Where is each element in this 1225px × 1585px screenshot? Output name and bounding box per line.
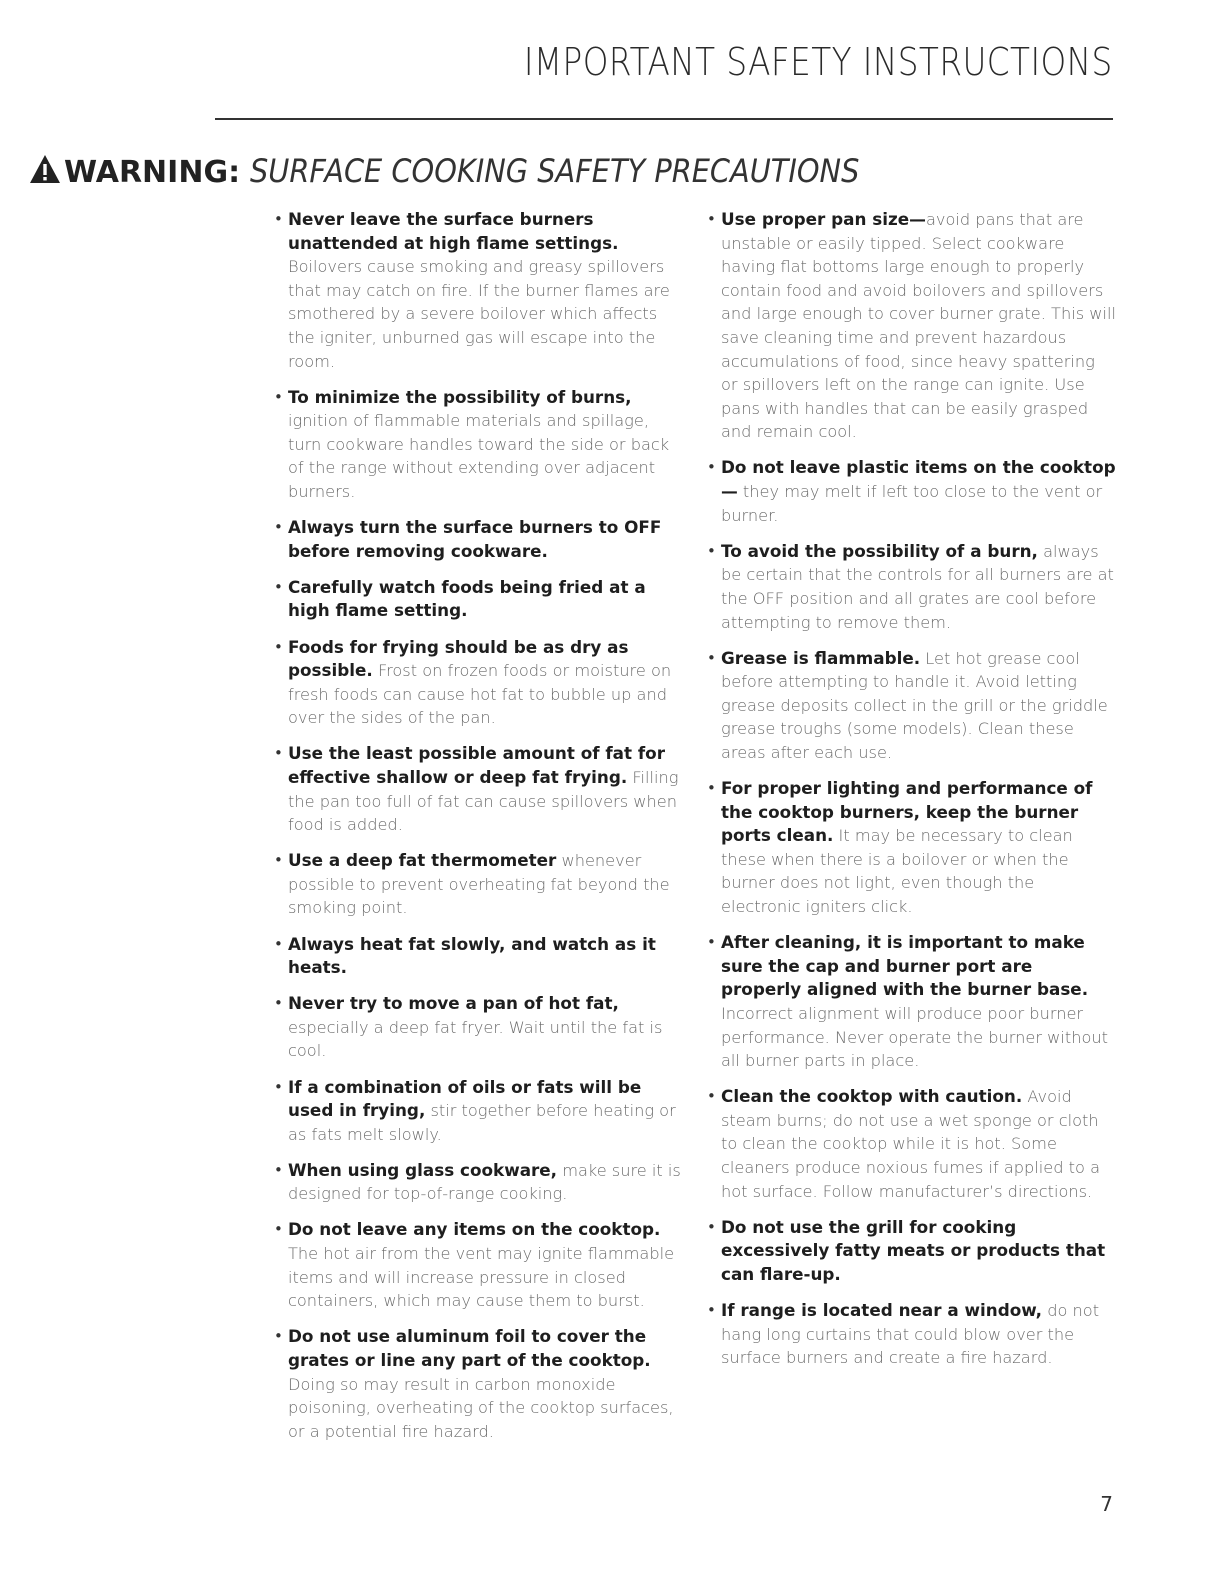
- safety-bullet-item: [706, 456, 1116, 527]
- bullet-body-text: always be certain that the controls for all burners are at the OFF position and all grates are cool before attempting to remove them.: [721, 541, 1114, 632]
- bullet-lead-text: Grease is flammable.: [721, 647, 921, 668]
- bullet-lead-text: Never try to move a pan of hot fat,: [288, 993, 619, 1014]
- bullet-body-text: avoid pans that are unstable or easily tipped. Select cookware having flat bottoms large enough to properly contain food and avoid boilovers and spillovers and large enough to cover burner grate. This will save cleaning time and prevent hazardous accumulations of food, since heavy spattering or spillovers left on the range can ignite. Use pans with handles that can be easily grasped and remain cool.: [721, 210, 1117, 442]
- bullet-lead-text: After cleaning, it is important to make sure the cap and burner port are properly aligned with the burner base.: [721, 932, 1089, 1000]
- safety-bullet-item: [273, 1159, 685, 1206]
- bullet-body-text: do not hang long curtains that could blow over the surface burners and create a fire hazard.: [721, 1300, 1100, 1368]
- bullet-body-text: Doing so may result in carbon monoxide poisoning, overheating of the cooktop surfaces, or a potential fire hazard.: [288, 1374, 674, 1441]
- bullet-lead-text: If range is located near a window,: [721, 1299, 1043, 1320]
- bullet-lead-text: To avoid the possibility of a burn,: [721, 540, 1038, 561]
- safety-bullet-item: [706, 1299, 1116, 1370]
- left-column: [273, 208, 685, 1456]
- safety-bullet-item: [273, 742, 685, 836]
- bullet-body-text: stir together before heating or as fats melt slowly.: [288, 1101, 676, 1144]
- header-divider: [215, 118, 1113, 120]
- safety-bullet-item: [273, 386, 685, 504]
- bullet-lead-text: Use proper pan size—: [721, 209, 926, 229]
- right-bullet-list: [706, 208, 1116, 1370]
- warning-triangle-icon: [28, 152, 62, 186]
- bullet-lead-text: Carefully watch foods being fried at a high flame setting.: [288, 576, 646, 621]
- safety-bullet-item: [706, 540, 1116, 634]
- bullet-body-text: Avoid steam burns; do not use a wet sponge or cloth to clean the cooktop while it is hot. Some cleaners produce noxious fumes if applied to a hot surface. Follow manufacturer’s directions.: [721, 1087, 1100, 1201]
- warning-subtitle: SURFACE COOKING SAFETY PRECAUTIONS: [250, 152, 860, 190]
- bullet-body-text: Let hot grease cool before attempting to handle it. Avoid letting grease deposits collect in the grill or the griddle grease troughs (some models). Clean these areas after each use.: [721, 648, 1108, 762]
- bullet-body-text: whenever possible to prevent overheating fat beyond the smoking point.: [288, 851, 670, 918]
- safety-bullet-item: [273, 1076, 685, 1147]
- safety-bullet-item: [273, 849, 685, 920]
- bullet-lead-text: Use a deep fat thermometer: [288, 850, 557, 871]
- right-column: [706, 208, 1116, 1382]
- safety-bullet-item: [273, 1218, 685, 1312]
- bullet-lead-text: If a combination of oils or fats will be used in frying,: [288, 1076, 642, 1121]
- bullet-lead-text: Do not leave plastic items on the cooktop—: [721, 457, 1116, 502]
- safety-bullet-item: [273, 516, 685, 563]
- safety-bullet-item: [706, 1216, 1116, 1287]
- bullet-lead-text: To minimize the possibility of burns,: [288, 386, 632, 407]
- bullet-lead-text: Do not use the grill for cooking excessively fatty meats or products that can flare-up.: [721, 1216, 1106, 1284]
- warning-label: WARNING:: [64, 155, 241, 190]
- bullet-body-text: make sure it is designed for top-of-range cooking.: [288, 1160, 681, 1204]
- bullet-body-text: Boilovers cause smoking and greasy spillovers that may catch on fire. If the burner flames are smothered by a severe boilover which affects the igniter, unburned gas will escape into the room.: [288, 257, 670, 371]
- safety-bullet-item: [273, 636, 685, 730]
- safety-bullet-item: [706, 931, 1116, 1073]
- safety-bullet-item: [706, 647, 1116, 765]
- safety-bullet-item: [706, 208, 1116, 444]
- bullet-lead-text: Always heat fat slowly, and watch as it heats.: [288, 933, 656, 978]
- warning-heading: [28, 148, 927, 190]
- bullet-lead-text: Always turn the surface burners to OFF before removing cookware.: [288, 517, 662, 561]
- page-title: IMPORTANT SAFETY INSTRUCTIONS: [524, 40, 1113, 84]
- safety-bullet-item: [273, 208, 685, 373]
- left-bullet-list: [273, 208, 685, 1443]
- bullet-lead-text: Do not leave any items on the cooktop.: [288, 1219, 661, 1240]
- bullet-lead-text: When using glass cookware,: [288, 1159, 558, 1180]
- bullet-lead-text: Use the least possible amount of fat for effective shallow or deep fat frying.: [288, 743, 665, 787]
- bullet-lead-text: Never leave the surface burners unattended at high flame settings.: [288, 209, 619, 253]
- bullet-body-text: The hot air from the vent may ignite flammable items and will increase pressure in closed containers, which may cause them to burst.: [288, 1244, 675, 1311]
- bullet-lead-text: For proper lighting and performance of the cooktop burners, keep the burner ports clean.: [721, 778, 1093, 846]
- safety-bullet-item: [273, 576, 685, 623]
- safety-bullet-item: [273, 1325, 685, 1443]
- bullet-lead-text: Clean the cooktop with caution.: [721, 1086, 1023, 1107]
- safety-bullet-item: [273, 933, 685, 980]
- page-number: 7: [1100, 1492, 1113, 1516]
- bullet-body-text: they may melt if left too close to the vent or burner.: [721, 482, 1103, 525]
- bullet-body-text: Incorrect alignment will produce poor burner performance. Never operate the burner without all burner parts in place.: [721, 1003, 1109, 1071]
- bullet-body-text: Filling the pan too full of fat can cause spillovers when food is added.: [288, 767, 679, 835]
- bullet-body-text: It may be necessary to clean these when there is a boilover or when the burner does not light, even though the electronic igniters click.: [721, 826, 1073, 917]
- bullet-body-text: especially a deep fat fryer. Wait until the fat is cool.: [288, 1017, 663, 1061]
- safety-bullet-item: [706, 777, 1116, 919]
- bullet-lead-text: Foods for frying should be as dry as possible.: [288, 636, 629, 681]
- bullet-lead-text: Do not use aluminum foil to cover the grates or line any part of the cooktop.: [288, 1326, 651, 1370]
- safety-bullet-item: [706, 1085, 1116, 1203]
- bullet-body-text: Frost on frozen foods or moisture on fresh foods can cause hot fat to bubble up and over the sides of the pan.: [288, 661, 672, 728]
- bullet-body-text: ignition of flammable materials and spillage, turn cookware handles toward the side or back of the range without extending over adjacent burners.: [288, 411, 670, 502]
- safety-bullet-item: [273, 992, 685, 1063]
